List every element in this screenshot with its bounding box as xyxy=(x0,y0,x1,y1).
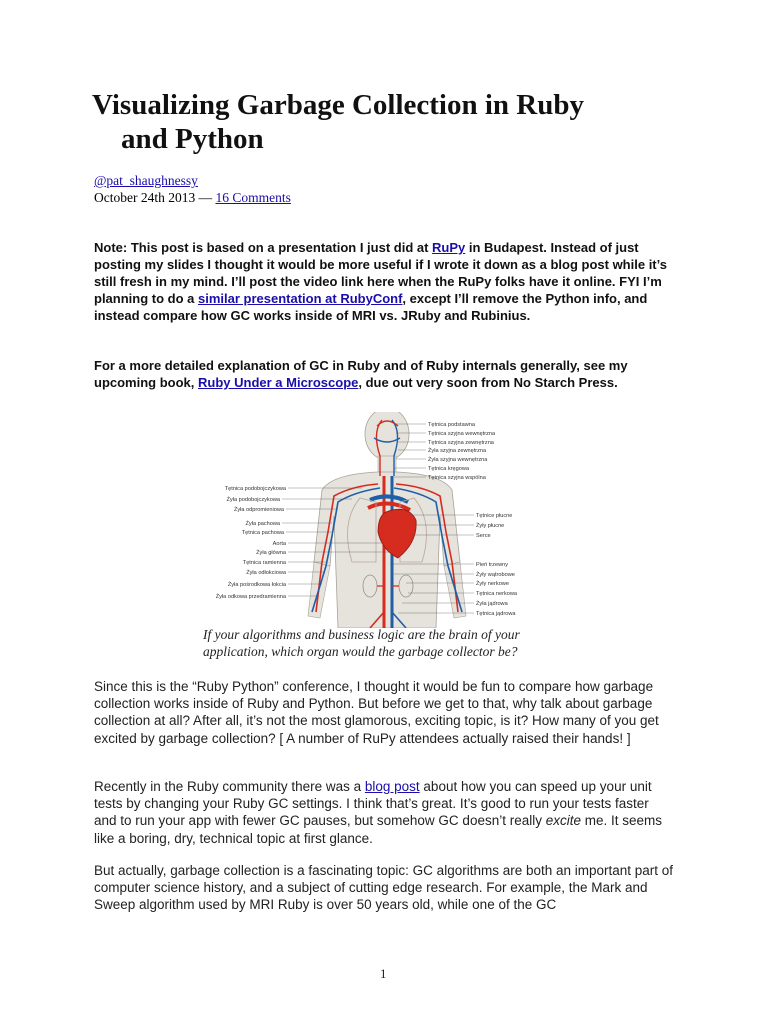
label-tetnica-podstawna: Tętnica podstawna xyxy=(428,422,475,428)
label-serce: Serce xyxy=(476,533,491,539)
left-label-texts xyxy=(216,486,287,600)
label-zyla-odlokciowa: Żyła odłokciowa xyxy=(246,570,286,576)
paragraph-ruby-python-conference: Since this is the “Ruby Python” conference, I thought it would be fun to compare how garbage collection works inside of Ruby and Python. But before we get to that, why talk about garbage collection at all? After all, it’s not the most glamorous, exciting topic, is it? How many of you get excited by garbage collection? [ A number of RuPy attendees actually raised their hands! ] xyxy=(94,679,659,746)
p2-text-3: me. It seems like a boring, dry, technical topic at first glance. xyxy=(94,813,663,846)
author-line xyxy=(94,172,198,190)
label-tetnica-kregowa: Tętnica kręgowa xyxy=(428,466,470,472)
label-tetnica-szyjna-wewnetrzna: Tętnica szyjna wewnętrzna xyxy=(428,431,496,437)
book-note-text-2: , due out very soon from No Starch Press. xyxy=(358,375,618,390)
label-zyla-podobojczykowa: Żyła podobojczykowa xyxy=(226,497,280,503)
label-tetnica-szyjna-wspolna: Tętnica szyjna wspólna xyxy=(428,475,486,481)
label-zyly-nerkowe: Żyły nerkowe xyxy=(476,581,509,587)
figure-caption: If your algorithms and business logic are the brain of your application, which organ would the garbage collector be? xyxy=(203,627,520,659)
paragraph-blog-post xyxy=(94,778,674,847)
label-zyly-watrobowe: Żyły wątrobowe xyxy=(476,572,515,578)
label-tetnica-nerkowa: Tętnica nerkowa xyxy=(476,591,518,597)
p2-emphasis: excite xyxy=(545,813,582,829)
label-zyla-jadrowa: Żyła jądrowa xyxy=(476,601,508,607)
book-link[interactable]: Ruby Under a Microscope xyxy=(198,375,359,390)
post-date: October 24th 2013 — xyxy=(94,190,216,205)
label-pien-trzewny: Pień trzewny xyxy=(476,562,509,568)
comments-link[interactable]: 16 Comments xyxy=(215,190,291,205)
presentation-note xyxy=(94,239,674,324)
book-note xyxy=(94,357,674,391)
title-line-2: and Python xyxy=(121,123,264,155)
title-line-1: Visualizing Garbage Collection in Ruby xyxy=(92,89,584,121)
page-number: 1 xyxy=(380,966,387,981)
label-tetnica-pachowa: Tętnica pachowa xyxy=(241,530,284,536)
note-text-1: Note: This post is based on a presentation I just did at xyxy=(94,240,433,255)
date-line xyxy=(94,189,291,207)
label-zyla-szyjna-zewnetrzna: Żyła szyjna zewnętrzna xyxy=(428,448,487,454)
blog-post-link[interactable]: blog post xyxy=(364,779,420,794)
label-zyla-odpromieniowa: Żyła odpromieniowa xyxy=(233,507,284,513)
label-zyla-szyjna-wewnetrzna: Żyła szyjna wewnętrzna xyxy=(428,457,488,463)
label-zyly-plucne: Żyły płucne xyxy=(476,523,505,529)
label-zyla-glowna: Żyła główna xyxy=(256,550,286,556)
label-tetnice-plucne: Tętnice płucne xyxy=(476,513,513,519)
paragraph-gc-fascinating: But actually, garbage collection is a fascinating topic: GC algorithms are both an important part of computer science history, and a subject of cutting edge research. For example, the Mark and Sweep algorithm used by MRI Ruby is over 50 years old, while one of the GC xyxy=(94,863,674,913)
label-tetnica-ramienna: Tętnica ramienna xyxy=(242,560,286,566)
label-zyla-pachowa: Żyła pachowa xyxy=(245,521,280,527)
note-text-3: , except I’ll remove the Python info, and instead compare how GC works inside of MRI vs. JRuby and Rubinius. xyxy=(94,291,648,323)
author-link[interactable]: @pat_shaughnessy xyxy=(94,173,198,188)
note-text-2: in Budapest. Instead of just posting my slides I thought it would be more useful if I wrote it down as a blog post while it’s still fresh in my mind. I’ll post the video link here when the RuPy folks have it online. FYI I’m planning to do a xyxy=(94,240,667,306)
rupy-link[interactable]: RuPy xyxy=(432,240,466,255)
book-note-text-1: For a more detailed explanation of GC in Ruby and of Ruby internals generally, see my upcoming book, xyxy=(94,358,628,390)
label-tetnica-szyjna-zewnetrzna: Tętnica szyjna zewnętrzna xyxy=(428,440,494,446)
label-tetnica-jadrowa: Tętnica jądrowa xyxy=(476,611,516,617)
rubyconf-link[interactable]: similar presentation at RubyConf xyxy=(198,291,403,306)
circulatory-system-illustration xyxy=(212,412,532,628)
p2-text-2: about how you can speed up your unit tests by changing your Ruby GC settings. I think that’s great. It’s good to run your tests faster and to run your app with fewer GC pauses, but somehow GC doesn’t really xyxy=(94,779,652,829)
label-aorta: Aorta xyxy=(272,541,286,547)
circulatory-diagram xyxy=(212,412,532,628)
label-zyla-odkowa-przedramienna: Żyła odkowa przedramienna xyxy=(215,594,286,600)
p2-text-1: Recently in the Ruby community there was a xyxy=(94,779,365,794)
label-tetnica-podobojczykowa: Tętnica podobojczykowa xyxy=(224,486,286,492)
label-zyla-posrodkowa-lokcia: Żyła pośrodkowa łokcia xyxy=(227,582,286,588)
page-title xyxy=(92,88,692,156)
